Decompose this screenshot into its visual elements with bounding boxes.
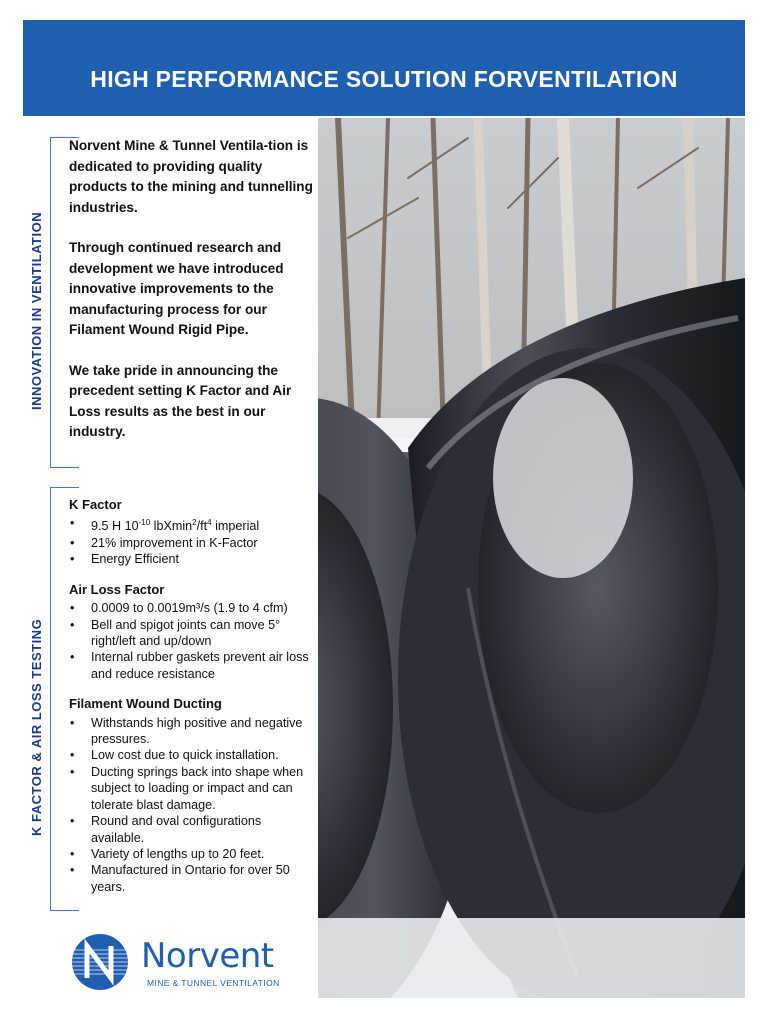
list-item: • Variety of lengths up to 20 feet. [69,846,315,862]
norvent-logo [67,932,287,992]
list-item: • Ducting springs back into shape when subject to loading or impact and can tolerate blast damage. [69,764,315,813]
spec-lists [69,497,315,909]
page-title: HIGH PERFORMANCE SOLUTION FORVENTILATION [90,66,678,92]
k-factor-list [69,515,315,567]
logo-wordmark: Norvent [141,936,274,976]
header-banner [23,20,745,116]
list-item: • Bell and spigot joints can move 5° right/left and up/down [69,617,315,650]
intro-paragraph-3: We take pride in announcing the precedent setting K Factor and Air Loss results as the best in our industry. [69,362,292,439]
bracket-top [50,137,51,468]
intro-paragraph-2: Through continued research and development we have introduced innovative improvements to the manufacturing process for our Filament Wound Rigid Pipe. [69,240,284,337]
list-item: • 0.0009 to 0.0019m³/s (1.9 to 4 cfm) [69,600,315,616]
ducting-heading: Filament Wound Ducting [69,696,222,712]
list-item: • 21% improvement in K-Factor [69,535,315,551]
list-item: • 9.5 H $10^{-10}$ $lbXmin^2/ft^4$ imperial [69,515,315,535]
intro-paragraph-1: Norvent Mine & Tunnel Ventila-tion is dedicated to providing quality products to the mining and tunnelling industries. [69,138,313,215]
list-item: • Round and oval configurations available. [69,813,315,846]
intro-text [69,136,315,463]
list-item: • Low cost due to quick installation. [69,747,315,763]
air-loss-heading: Air Loss Factor [69,581,165,597]
pipes-photo [318,118,745,998]
bracket-bottom [50,487,51,911]
side-label-innovation: INNOVATION IN VENTILATION [29,211,44,410]
list-item: • Manufactured in Ontario for over 50 years. [69,862,315,895]
norvent-emblem-icon [67,932,133,992]
k-factor-heading: K Factor [69,497,122,512]
air-loss-list [69,600,315,682]
list-item: • Internal rubber gaskets prevent air loss and reduce resistance [69,649,315,682]
side-label-kfactor: K FACTOR & AIR LOSS TESTING [29,618,44,836]
list-item: • Energy Efficient [69,551,315,567]
list-item: • Withstands high positive and negative pressures. [69,715,315,748]
ducting-list [69,715,315,895]
logo-tagline: MINE & TUNNEL VENTILATION [147,978,280,988]
